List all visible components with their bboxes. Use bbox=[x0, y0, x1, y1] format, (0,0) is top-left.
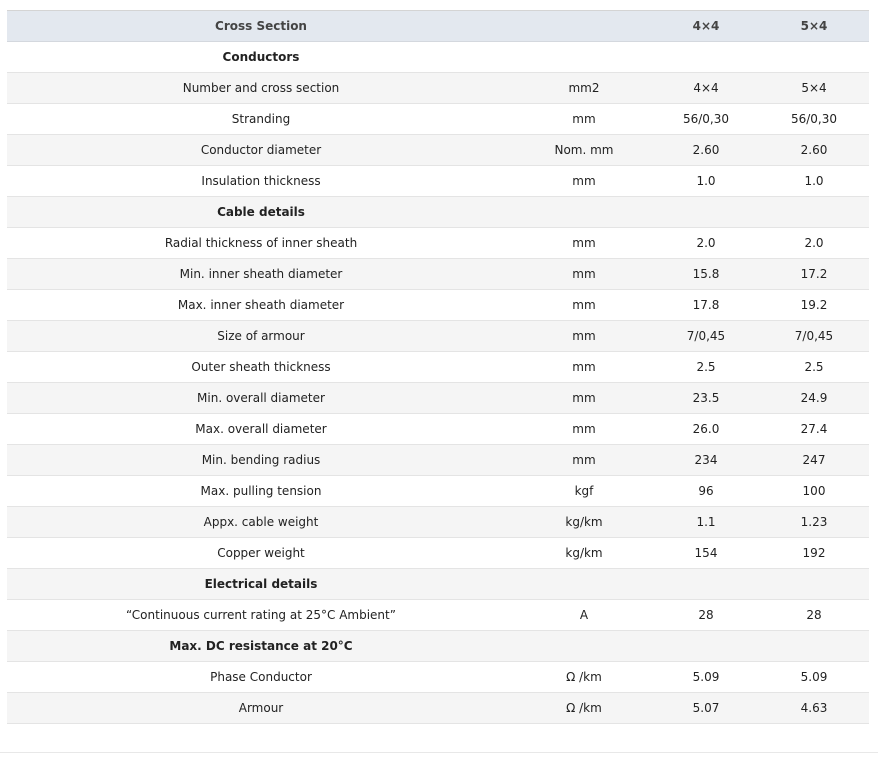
parameter-unit: mm bbox=[515, 321, 653, 352]
value-5x4: 247 bbox=[759, 445, 869, 476]
cable-spec-table bbox=[7, 10, 869, 724]
value-5x4: 17.2 bbox=[759, 259, 869, 290]
value-4x4: 2.60 bbox=[653, 135, 759, 166]
value-4x4: 5.09 bbox=[653, 662, 759, 693]
value-4x4: 28 bbox=[653, 600, 759, 631]
value-4x4: 96 bbox=[653, 476, 759, 507]
value-5x4: 24.9 bbox=[759, 383, 869, 414]
value-5x4: 5.09 bbox=[759, 662, 869, 693]
section-row bbox=[7, 631, 869, 662]
empty-cell bbox=[653, 631, 759, 662]
empty-cell bbox=[653, 197, 759, 228]
parameter-unit: mm bbox=[515, 383, 653, 414]
parameter-unit: mm bbox=[515, 166, 653, 197]
parameter-name: Conductor diameter bbox=[7, 135, 515, 166]
empty-cell bbox=[515, 197, 653, 228]
section-row bbox=[7, 42, 869, 73]
table-row bbox=[7, 476, 869, 507]
parameter-unit: mm bbox=[515, 259, 653, 290]
table-row bbox=[7, 135, 869, 166]
value-5x4: 2.0 bbox=[759, 228, 869, 259]
value-5x4: 7/0,45 bbox=[759, 321, 869, 352]
section-title: Cable details bbox=[217, 205, 305, 219]
parameter-name: Armour bbox=[7, 693, 515, 724]
value-4x4: 7/0,45 bbox=[653, 321, 759, 352]
table-row bbox=[7, 600, 869, 631]
empty-cell bbox=[653, 569, 759, 600]
table-row bbox=[7, 538, 869, 569]
parameter-unit: mm bbox=[515, 104, 653, 135]
value-5x4: 2.60 bbox=[759, 135, 869, 166]
value-5x4: 1.23 bbox=[759, 507, 869, 538]
parameter-unit: mm bbox=[515, 414, 653, 445]
empty-cell bbox=[759, 569, 869, 600]
parameter-unit: mm bbox=[515, 290, 653, 321]
parameter-unit: kg/km bbox=[515, 507, 653, 538]
value-5x4: 19.2 bbox=[759, 290, 869, 321]
table-row bbox=[7, 414, 869, 445]
parameter-unit: Nom. mm bbox=[515, 135, 653, 166]
empty-cell bbox=[759, 631, 869, 662]
value-5x4: 56/0,30 bbox=[759, 104, 869, 135]
section-title-cell bbox=[7, 42, 515, 73]
table-row bbox=[7, 383, 869, 414]
table-row bbox=[7, 73, 869, 104]
parameter-name: Copper weight bbox=[7, 538, 515, 569]
footer-divider bbox=[0, 752, 878, 753]
parameter-unit: mm bbox=[515, 445, 653, 476]
header-unit bbox=[515, 11, 653, 42]
parameter-unit: mm bbox=[515, 352, 653, 383]
value-4x4: 17.8 bbox=[653, 290, 759, 321]
table-row bbox=[7, 445, 869, 476]
parameter-unit: mm bbox=[515, 228, 653, 259]
value-5x4: 27.4 bbox=[759, 414, 869, 445]
parameter-unit: kgf bbox=[515, 476, 653, 507]
parameter-name: Size of armour bbox=[7, 321, 515, 352]
table-row bbox=[7, 104, 869, 135]
empty-cell bbox=[515, 42, 653, 73]
value-5x4: 100 bbox=[759, 476, 869, 507]
table-row bbox=[7, 507, 869, 538]
value-4x4: 2.5 bbox=[653, 352, 759, 383]
parameter-name: Min. overall diameter bbox=[7, 383, 515, 414]
parameter-name: Outer sheath thickness bbox=[7, 352, 515, 383]
parameter-name: Number and cross section bbox=[7, 73, 515, 104]
value-4x4: 5.07 bbox=[653, 693, 759, 724]
table-row bbox=[7, 290, 869, 321]
header-cross-section: Cross Section bbox=[7, 11, 515, 42]
value-4x4: 23.5 bbox=[653, 383, 759, 414]
parameter-name: Max. inner sheath diameter bbox=[7, 290, 515, 321]
empty-cell bbox=[653, 42, 759, 73]
parameter-name: Radial thickness of inner sheath bbox=[7, 228, 515, 259]
header-size-5x4: 5×4 bbox=[759, 11, 869, 42]
value-4x4: 26.0 bbox=[653, 414, 759, 445]
table-body bbox=[7, 42, 869, 724]
table-row bbox=[7, 259, 869, 290]
parameter-unit: A bbox=[515, 600, 653, 631]
table-row bbox=[7, 228, 869, 259]
parameter-name: Insulation thickness bbox=[7, 166, 515, 197]
value-4x4: 154 bbox=[653, 538, 759, 569]
parameter-unit: Ω /km bbox=[515, 662, 653, 693]
section-title: Max. DC resistance at 20°C bbox=[169, 639, 353, 653]
value-5x4: 2.5 bbox=[759, 352, 869, 383]
header-row bbox=[7, 11, 869, 42]
empty-cell bbox=[515, 569, 653, 600]
header-size-4x4: 4×4 bbox=[653, 11, 759, 42]
value-4x4: 15.8 bbox=[653, 259, 759, 290]
value-4x4: 56/0,30 bbox=[653, 104, 759, 135]
empty-cell bbox=[759, 197, 869, 228]
section-title: Electrical details bbox=[204, 577, 318, 591]
value-5x4: 1.0 bbox=[759, 166, 869, 197]
section-row bbox=[7, 569, 869, 600]
empty-cell bbox=[515, 631, 653, 662]
parameter-name: Min. inner sheath diameter bbox=[7, 259, 515, 290]
section-title-cell bbox=[7, 569, 515, 600]
parameter-name: Max. pulling tension bbox=[7, 476, 515, 507]
parameter-name: Phase Conductor bbox=[7, 662, 515, 693]
table-row bbox=[7, 693, 869, 724]
table-row bbox=[7, 321, 869, 352]
value-5x4: 4.63 bbox=[759, 693, 869, 724]
table-row bbox=[7, 352, 869, 383]
parameter-name: Min. bending radius bbox=[7, 445, 515, 476]
section-title-cell bbox=[7, 631, 515, 662]
section-row bbox=[7, 197, 869, 228]
value-4x4: 4×4 bbox=[653, 73, 759, 104]
value-5x4: 5×4 bbox=[759, 73, 869, 104]
value-4x4: 1.1 bbox=[653, 507, 759, 538]
parameter-unit: kg/km bbox=[515, 538, 653, 569]
parameter-name: Max. overall diameter bbox=[7, 414, 515, 445]
section-title: Conductors bbox=[222, 50, 300, 64]
parameter-name: “Continuous current rating at 25°C Ambient” bbox=[7, 600, 515, 631]
value-4x4: 234 bbox=[653, 445, 759, 476]
table-header bbox=[7, 11, 869, 42]
section-title-cell bbox=[7, 197, 515, 228]
table-row bbox=[7, 166, 869, 197]
value-5x4: 28 bbox=[759, 600, 869, 631]
parameter-unit: mm2 bbox=[515, 73, 653, 104]
value-4x4: 1.0 bbox=[653, 166, 759, 197]
value-4x4: 2.0 bbox=[653, 228, 759, 259]
value-5x4: 192 bbox=[759, 538, 869, 569]
table-row bbox=[7, 662, 869, 693]
parameter-name: Appx. cable weight bbox=[7, 507, 515, 538]
parameter-name: Stranding bbox=[7, 104, 515, 135]
parameter-unit: Ω /km bbox=[515, 693, 653, 724]
empty-cell bbox=[759, 42, 869, 73]
